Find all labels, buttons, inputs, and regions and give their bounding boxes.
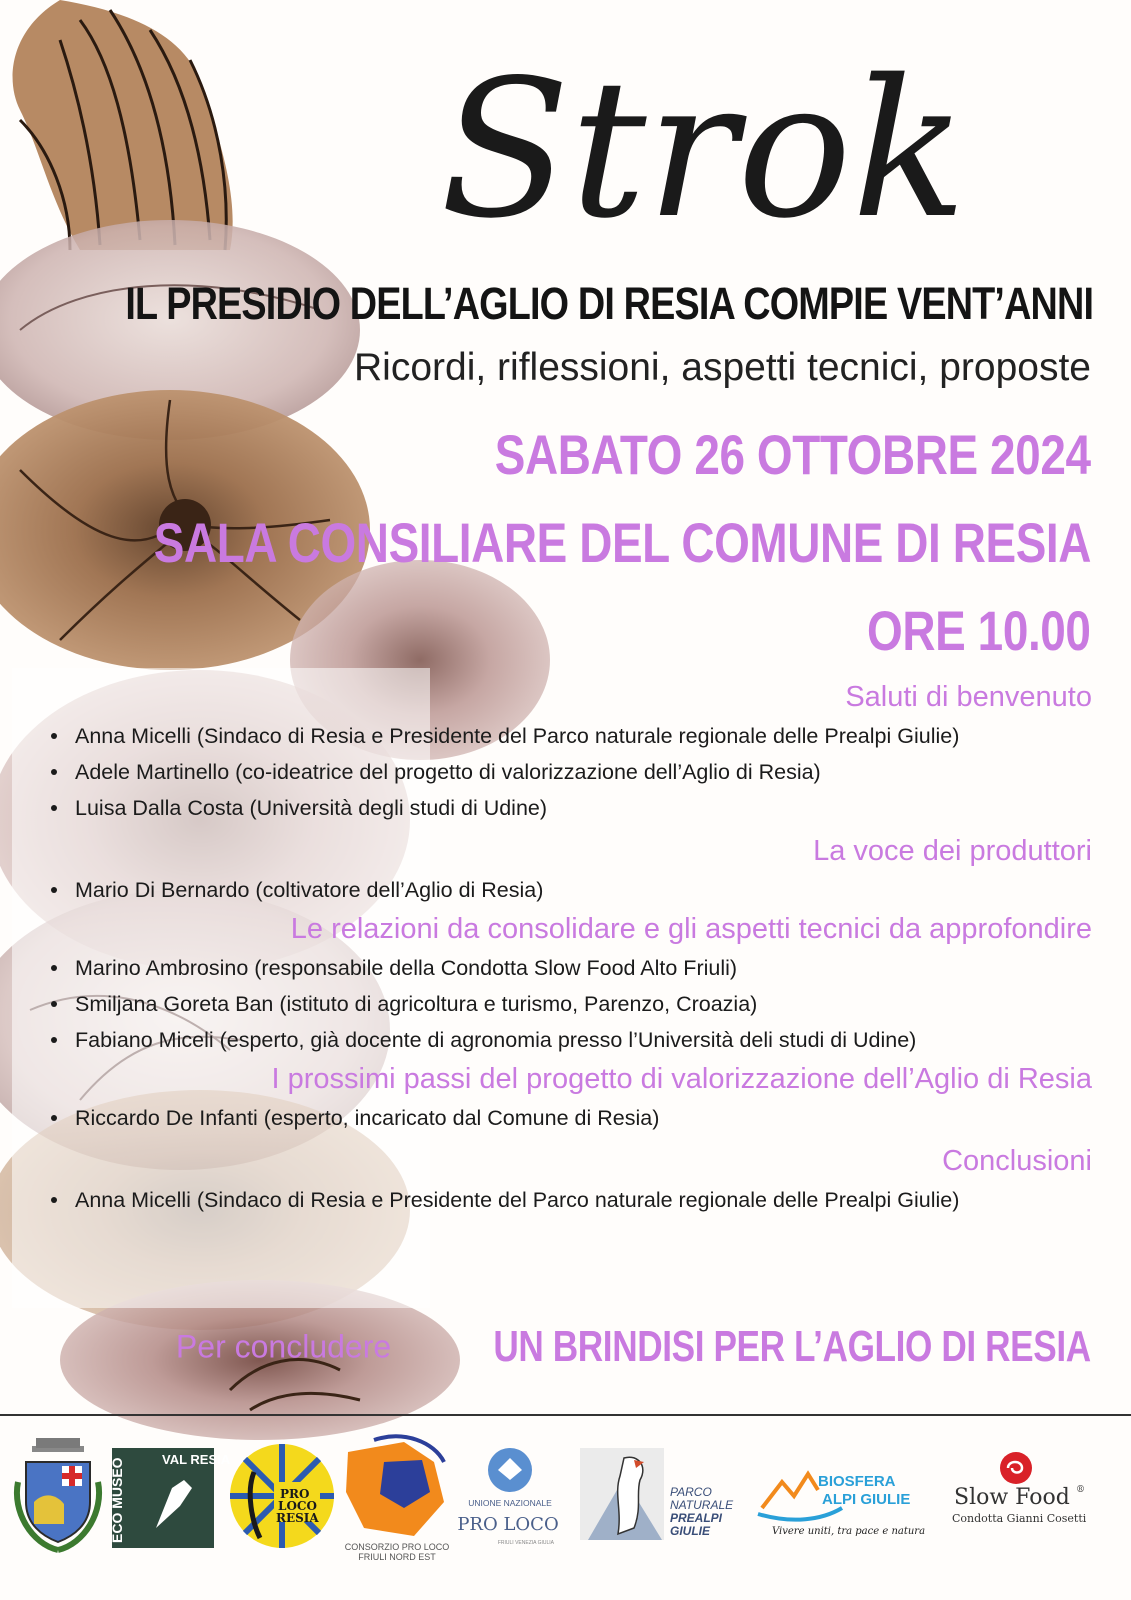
closing-line bbox=[176, 1322, 1091, 1372]
svg-text:PARCO: PARCO bbox=[670, 1485, 712, 1499]
consorzio-pro-loco-logo bbox=[344, 1432, 450, 1562]
event-date: SABATO 26 OTTOBRE 2024 bbox=[495, 423, 1091, 486]
resia-coat-of-arms-logo bbox=[12, 1432, 104, 1554]
script-title bbox=[420, 10, 967, 260]
footer-divider bbox=[0, 1414, 1131, 1416]
svg-text:PREALPI: PREALPI bbox=[670, 1511, 723, 1525]
svg-text:NATURALE: NATURALE bbox=[670, 1498, 734, 1512]
svg-text:RESIA: RESIA bbox=[276, 1511, 319, 1525]
list-item: Riccardo De Infanti (esperto, incaricato dal Comune di Resia) bbox=[40, 1100, 1092, 1136]
svg-text:Vivere uniti, tra pace e natur: Vivere uniti, tra pace e natura bbox=[772, 1526, 926, 1537]
svg-text:PRO LOCO: PRO LOCO bbox=[457, 1514, 559, 1535]
consorzio-caption: CONSORZIO PRO LOCO FRIULI NORD EST bbox=[344, 1542, 450, 1562]
list-item: Smiljana Goreta Ban (istituto di agricoltura e turismo, Parenzo, Croazia) bbox=[40, 986, 1092, 1022]
section-title: Conclusioni bbox=[942, 1145, 1092, 1177]
speaker-list bbox=[40, 1182, 1092, 1218]
list-item: Anna Micelli (Sindaco di Resia e Presidente del Parco naturale regionale delle Prealpi Giulie) bbox=[40, 1182, 1092, 1218]
speaker-list bbox=[40, 950, 1092, 1058]
sponsor-logos bbox=[0, 1418, 1131, 1600]
unpli-pro-loco-logo bbox=[458, 1444, 562, 1550]
list-item: Fabiano Miceli (esperto, già docente di agronomia presso l’Università deli studi di Udine) bbox=[40, 1022, 1092, 1058]
svg-text:BIOSFERA: BIOSFERA bbox=[818, 1473, 896, 1490]
svg-text:GIULIE: GIULIE bbox=[670, 1524, 711, 1538]
section-title: La voce dei produttori bbox=[813, 835, 1092, 867]
biosfera-alpi-giulie-logo bbox=[752, 1454, 932, 1538]
closing-highlight: UN BRINDISI PER L’AGLIO DI RESIA bbox=[493, 1322, 1091, 1371]
ecomuseo-val-resia-logo bbox=[109, 1448, 231, 1548]
svg-text:LOCO: LOCO bbox=[278, 1499, 317, 1513]
list-item: Adele Martinello (co-ideatrice del progetto di valorizzazione dell’Aglio di Resia) bbox=[40, 754, 1092, 790]
section-title: I prossimi passi del progetto di valorizzazione dell’Aglio di Resia bbox=[271, 1063, 1092, 1095]
speaker-list bbox=[40, 1100, 1092, 1136]
svg-text:UNIONE NAZIONALE: UNIONE NAZIONALE bbox=[468, 1498, 552, 1508]
speaker-list bbox=[40, 872, 1092, 908]
svg-text:FRIULI VENEZIA GIULIA: FRIULI VENEZIA GIULIA bbox=[497, 1540, 554, 1546]
parco-prealpi-giulie-logo bbox=[578, 1438, 738, 1546]
speaker-list bbox=[40, 718, 1092, 826]
list-item: Anna Micelli (Sindaco di Resia e Presidente del Parco naturale regionale delle Prealpi Giulie) bbox=[40, 718, 1092, 754]
headline: IL PRESIDIO DELL’AGLIO DI RESIA COMPIE VENT’ANNI bbox=[125, 278, 1093, 329]
svg-text:Slow Food: Slow Food bbox=[954, 1485, 1070, 1510]
subtitle: Ricordi, riflessioni, aspetti tecnici, proposte bbox=[354, 346, 1091, 389]
list-item: Mario Di Bernardo (coltivatore dell’Aglio di Resia) bbox=[40, 872, 1092, 908]
list-item: Luisa Dalla Costa (Università degli studi di Udine) bbox=[40, 790, 1092, 826]
program bbox=[40, 676, 1092, 1218]
event-time: ORE 10.00 bbox=[867, 599, 1091, 662]
svg-text:PRO: PRO bbox=[280, 1487, 310, 1501]
svg-text:®: ® bbox=[1076, 1485, 1085, 1495]
svg-text:Condotta Gianni Cosetti: Condotta Gianni Cosetti bbox=[952, 1512, 1087, 1525]
svg-text:ALPI GIULIE: ALPI GIULIE bbox=[822, 1491, 911, 1508]
svg-text:VAL RESIA: VAL RESIA bbox=[162, 1452, 231, 1467]
closing-lead: Per concludere bbox=[175, 1328, 392, 1365]
pro-loco-resia-logo bbox=[226, 1442, 338, 1550]
section-title: Saluti di benvenuto bbox=[845, 681, 1092, 713]
list-item: Marino Ambrosino (responsabile della Condotta Slow Food Alto Friuli) bbox=[40, 950, 1092, 986]
section-title: Le relazioni da consolidare e gli aspetti tecnici da approfondire bbox=[290, 913, 1092, 945]
svg-text:ECO MUSEO: ECO MUSEO bbox=[109, 1457, 125, 1543]
slow-food-logo bbox=[946, 1448, 1096, 1528]
svg-text:Strok: Strok bbox=[440, 39, 967, 260]
event-venue: SALA CONSILIARE DEL COMUNE DI RESIA bbox=[153, 511, 1091, 574]
